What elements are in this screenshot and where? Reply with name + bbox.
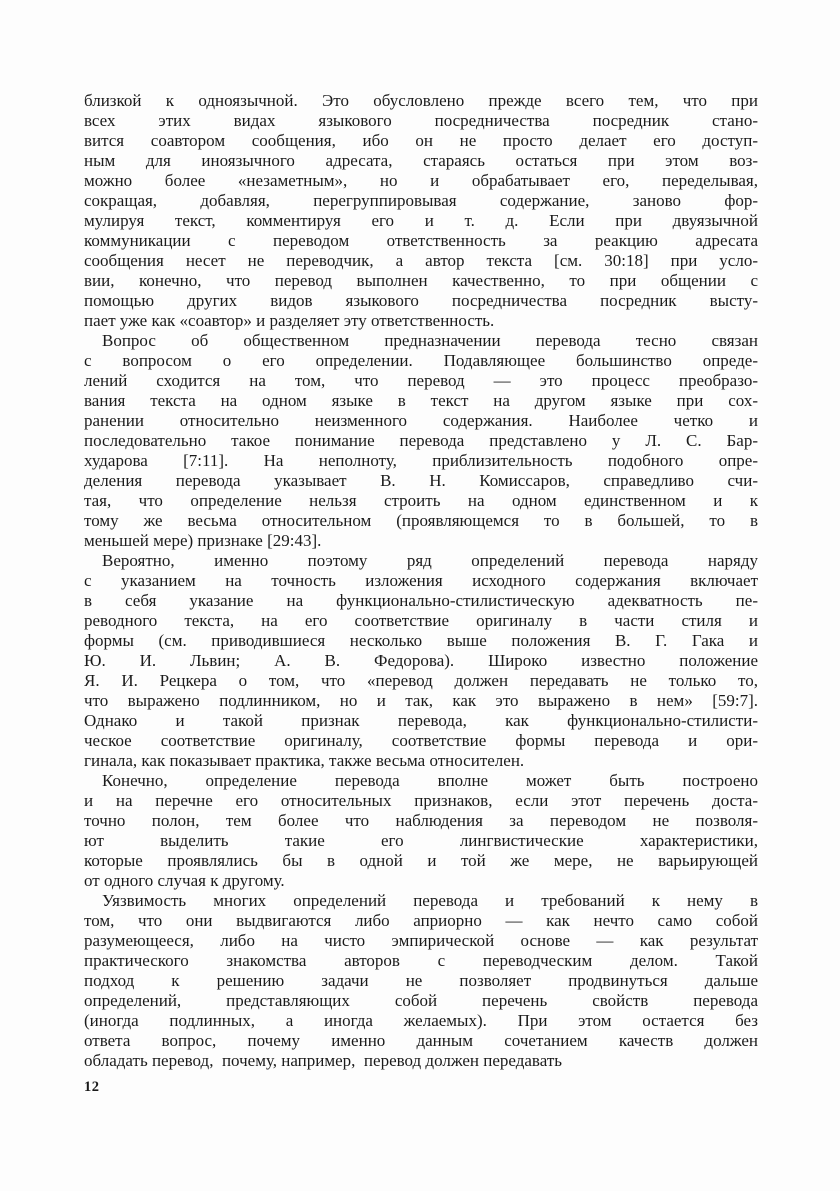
text-line: вии, конечно, что перевод выполнен качественно, то при общении с bbox=[84, 271, 758, 290]
text-line: вится соавтором сообщения, ибо он не просто делает его доступ- bbox=[84, 131, 758, 150]
paragraph bbox=[84, 891, 758, 1071]
text-line: Уязвимость многих определений перевода и требований к нему в bbox=[102, 891, 758, 910]
text-line: коммуникации с переводом ответственность за реакцию адресата bbox=[84, 231, 758, 250]
text-line: том, что они выдвигаются либо априорно — как нечто само собой bbox=[84, 911, 758, 930]
text-line: Конечно, определение перевода вполне может быть построено bbox=[102, 771, 758, 790]
text-line: Однако и такой признак перевода, как функционально-стилисти- bbox=[84, 711, 758, 730]
text-line: с указанием на точность изложения исходного содержания включает bbox=[84, 571, 758, 590]
paragraph bbox=[84, 91, 758, 331]
text-line: Вероятно, именно поэтому ряд определений перевода наряду bbox=[102, 551, 758, 570]
text-line: помощью других видов языкового посредничества посредник высту- bbox=[84, 291, 758, 310]
text-line: тая, что определение нельзя строить на одном единственном и к bbox=[84, 491, 758, 510]
text-line: последовательно такое понимание перевода представлено у Л. С. Бар- bbox=[84, 431, 758, 450]
text-line: практического знакомства авторов с переводческим делом. Такой bbox=[84, 951, 758, 970]
text-line: обладать перевод, почему, например, перевод должен передавать bbox=[84, 1051, 563, 1070]
text-line: ным для иноязычного адресата, стараясь остаться при этом воз- bbox=[84, 151, 758, 170]
text-line: и на перечне его относительных признаков, если этот перечень доста- bbox=[84, 791, 758, 810]
text-line: точно полон, тем более что наблюдения за переводом не позволя- bbox=[84, 811, 758, 830]
text-line: меньшей мере) признаке [29:43]. bbox=[84, 531, 322, 550]
text-line: ческое соответствие оригиналу, соответствие формы перевода и ори- bbox=[84, 731, 758, 750]
text-line: Я. И. Рецкера о том, что «перевод должен передавать не только то, bbox=[84, 671, 758, 690]
text-line: ранении относительно неизменного содержания. Наиболее четко и bbox=[84, 411, 758, 430]
text-line: ют выделить такие его лингвистические характеристики, bbox=[84, 831, 758, 850]
text-line: в себя указание на функционально-стилистическую адекватность пе- bbox=[84, 591, 758, 610]
text-line: подход к решению задачи не позволяет продвинуться дальше bbox=[84, 971, 758, 990]
text-line: Ю. И. Львин; А. В. Федорова). Широко известно положение bbox=[84, 651, 758, 670]
text-line: сокращая, добавляя, перегруппировывая содержание, заново фор- bbox=[84, 191, 758, 210]
text-line: гинала, как показывает практика, также весьма относителен. bbox=[84, 751, 525, 770]
text-line: пает уже как «соавтор» и разделяет эту ответственность. bbox=[84, 311, 495, 330]
text-line: определений, представляющих собой перечень свойств перевода bbox=[84, 991, 758, 1010]
body-text bbox=[84, 91, 758, 1071]
text-line: от одного случая к другому. bbox=[84, 871, 285, 890]
paragraph bbox=[84, 771, 758, 891]
paragraph bbox=[84, 551, 758, 771]
text-line: Вопрос об общественном предназначении перевода тесно связан bbox=[102, 331, 758, 350]
text-line: всех этих видах языкового посредничества посредник стано- bbox=[84, 111, 758, 130]
text-line: деления перевода указывает В. Н. Комиссаров, справедливо счи- bbox=[84, 471, 758, 490]
text-line: мулируя текст, комментируя его и т. д. Если при двуязычной bbox=[84, 211, 758, 230]
text-line: формы (см. приводившиеся несколько выше положения В. Г. Гака и bbox=[84, 631, 758, 650]
text-line: лений сходится на том, что перевод — это процесс преобразо- bbox=[84, 371, 758, 390]
text-line: тому же весьма относительном (проявляющемся то в большей, то в bbox=[84, 511, 758, 530]
text-line: реводного текста, на его соответствие оригиналу в части стиля и bbox=[84, 611, 758, 630]
text-line: можно более «незаметным», но и обрабатывает его, переделывая, bbox=[84, 171, 758, 190]
page-number: 12 bbox=[84, 1079, 100, 1095]
text-line: близкой к одноязычной. Это обусловлено прежде всего тем, что при bbox=[84, 91, 758, 110]
paragraph bbox=[84, 331, 758, 551]
text-line: хударова [7:11]. На неполноту, приблизительность подобного опре- bbox=[84, 451, 758, 470]
text-line: ответа вопрос, почему именно данным сочетанием качеств должен bbox=[84, 1031, 758, 1050]
text-line: что выражено подлинником, но и так, как это выражено в нем» [59:7]. bbox=[84, 691, 758, 710]
text-line: сообщения несет не переводчик, а автор текста [см. 30:18] при усло- bbox=[84, 251, 758, 270]
text-line: которые проявлялись бы в одной и той же мере, не варьирующей bbox=[84, 851, 758, 870]
text-line: разумеющееся, либо на чисто эмпирической основе — как результат bbox=[84, 931, 758, 950]
text-line: с вопросом о его определении. Подавляющее большинство опреде- bbox=[84, 351, 758, 370]
text-line: (иногда подлинных, а иногда желаемых). При этом остается без bbox=[84, 1011, 758, 1030]
text-line: вания текста на одном языке в текст на другом языке при сох- bbox=[84, 391, 758, 410]
